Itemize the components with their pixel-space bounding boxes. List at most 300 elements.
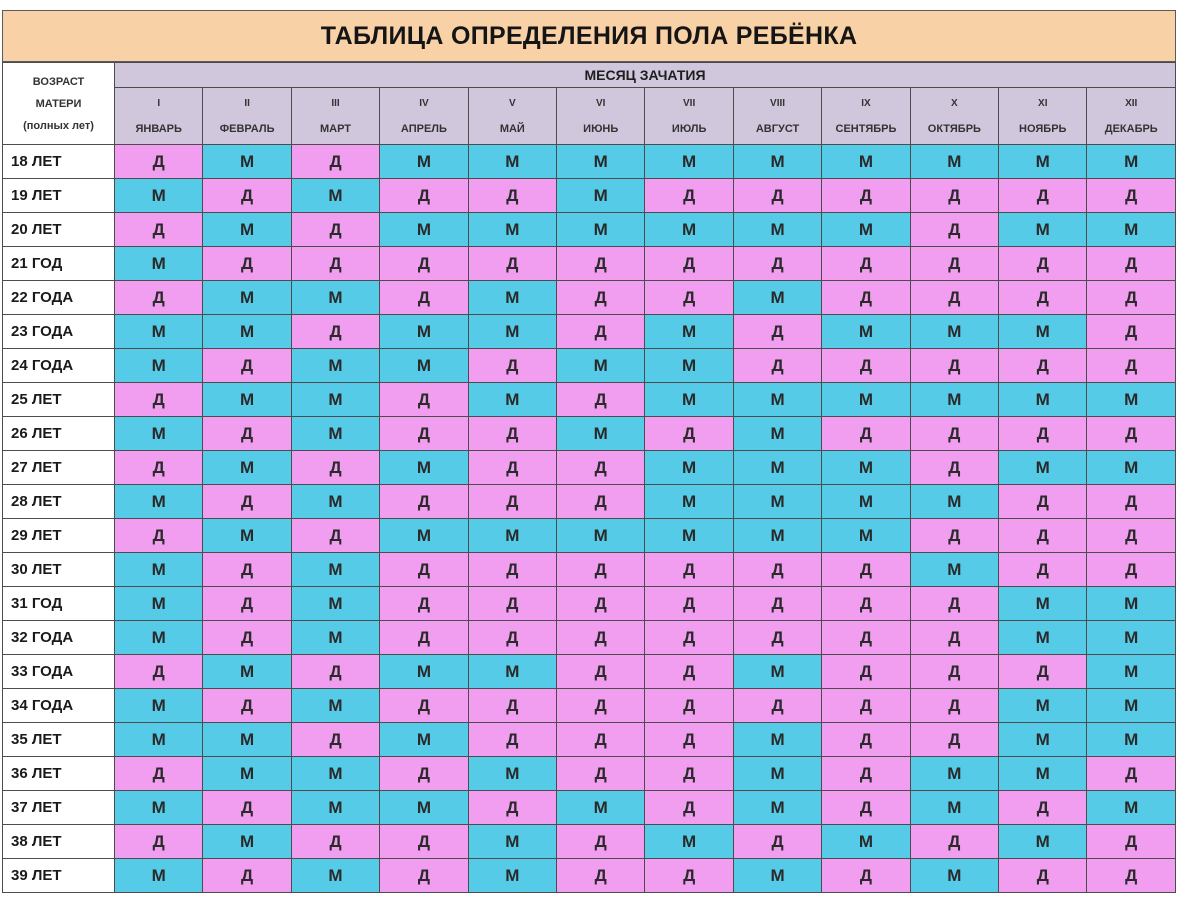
boy-cell: М [115,791,203,825]
girl-cell: Д [380,757,468,791]
table-row [3,417,1176,451]
girl-cell: Д [203,247,291,281]
boy-cell: М [557,349,645,383]
boy-cell: М [468,825,556,859]
girl-cell: Д [822,655,910,689]
girl-cell: Д [822,179,910,213]
gender-table-sheet [2,10,1176,893]
age-cell: 33 ГОДА [3,655,115,689]
girl-cell: Д [999,281,1087,315]
age-cell: 29 ЛЕТ [3,519,115,553]
month-roman: III [331,97,340,109]
girl-cell: Д [822,757,910,791]
boy-cell: М [910,553,998,587]
boy-cell: М [999,315,1087,349]
girl-cell: Д [822,417,910,451]
month-roman: IV [419,97,429,109]
boy-cell: М [1087,791,1176,825]
table-row [3,791,1176,825]
girl-cell: Д [380,621,468,655]
month-name: НОЯБРЬ [1019,122,1067,135]
boy-cell: М [733,451,821,485]
girl-cell: Д [115,281,203,315]
age-column-header [3,63,115,145]
boy-cell: М [999,689,1087,723]
girl-cell: Д [380,859,468,893]
month-roman: I [157,97,161,109]
boy-cell: М [822,451,910,485]
boy-cell: М [380,519,468,553]
boy-cell: М [203,723,291,757]
girl-cell: Д [380,587,468,621]
boy-cell: М [999,383,1087,417]
table-row [3,179,1176,213]
boy-cell: М [115,315,203,349]
girl-cell: Д [733,349,821,383]
girl-cell: Д [203,859,291,893]
boy-cell: М [203,315,291,349]
age-header-line1: ВОЗРАСТ [32,75,85,88]
boy-cell: М [733,213,821,247]
month-header-row [3,88,1176,145]
girl-cell: Д [645,179,733,213]
girl-cell: Д [910,825,998,859]
table-row [3,213,1176,247]
girl-cell: Д [645,859,733,893]
boy-cell: М [822,315,910,349]
boy-cell: М [468,281,556,315]
boy-cell: М [380,349,468,383]
boy-cell: М [910,485,998,519]
table-row [3,757,1176,791]
boy-cell: М [910,145,998,179]
boy-cell: М [203,281,291,315]
boy-cell: М [910,383,998,417]
girl-cell: Д [380,417,468,451]
girl-cell: Д [733,621,821,655]
girl-cell: Д [822,349,910,383]
boy-cell: М [645,519,733,553]
boy-cell: М [468,315,556,349]
age-cell: 34 ГОДА [3,689,115,723]
age-cell: 25 ЛЕТ [3,383,115,417]
boy-cell: М [115,587,203,621]
boy-cell: М [291,281,379,315]
boy-cell: М [645,213,733,247]
month-header [203,88,291,145]
boy-cell: М [468,757,556,791]
girl-cell: Д [380,825,468,859]
boy-cell: М [115,417,203,451]
boy-cell: М [733,655,821,689]
girl-cell: Д [999,519,1087,553]
month-name: ИЮНЬ [583,122,619,135]
girl-cell: Д [1087,825,1176,859]
girl-cell: Д [557,723,645,757]
boy-cell: М [291,689,379,723]
girl-cell: Д [910,349,998,383]
month-header [380,88,468,145]
girl-cell: Д [822,791,910,825]
month-name: МАЙ [499,122,525,135]
boy-cell: М [115,349,203,383]
month-header [733,88,821,145]
girl-cell: Д [645,791,733,825]
girl-cell: Д [910,417,998,451]
table-row [3,315,1176,349]
gender-table [2,62,1176,893]
month-name: МАРТ [320,122,352,135]
boy-cell: М [203,655,291,689]
age-cell: 36 ЛЕТ [3,757,115,791]
age-cell: 18 ЛЕТ [3,145,115,179]
boy-cell: М [203,145,291,179]
boy-cell: М [910,859,998,893]
boy-cell: М [1087,655,1176,689]
boy-cell: М [733,859,821,893]
boy-cell: М [1087,213,1176,247]
boy-cell: М [822,145,910,179]
boy-cell: М [203,383,291,417]
girl-cell: Д [1087,757,1176,791]
girl-cell: Д [557,451,645,485]
boy-cell: М [468,519,556,553]
girl-cell: Д [115,519,203,553]
girl-cell: Д [557,621,645,655]
girl-cell: Д [1087,247,1176,281]
girl-cell: Д [822,689,910,723]
girl-cell: Д [557,383,645,417]
girl-cell: Д [733,825,821,859]
girl-cell: Д [645,689,733,723]
age-cell: 37 ЛЕТ [3,791,115,825]
boy-cell: М [733,791,821,825]
age-cell: 23 ГОДА [3,315,115,349]
girl-cell: Д [999,179,1087,213]
girl-cell: Д [380,485,468,519]
boy-cell: М [380,145,468,179]
boy-cell: М [910,315,998,349]
table-row [3,383,1176,417]
girl-cell: Д [910,451,998,485]
girl-cell: Д [1087,349,1176,383]
girl-cell: Д [468,587,556,621]
age-cell: 24 ГОДА [3,349,115,383]
boy-cell: М [1087,145,1176,179]
girl-cell: Д [557,281,645,315]
boy-cell: М [115,723,203,757]
table-row [3,859,1176,893]
girl-cell: Д [822,621,910,655]
boy-cell: М [999,587,1087,621]
girl-cell: Д [822,859,910,893]
age-cell: 39 ЛЕТ [3,859,115,893]
age-cell: 32 ГОДА [3,621,115,655]
boy-cell: М [380,213,468,247]
girl-cell: Д [999,417,1087,451]
month-roman: V [508,97,516,109]
boy-cell: М [645,315,733,349]
girl-cell: Д [203,349,291,383]
boy-cell: М [999,723,1087,757]
month-caption: МЕСЯЦ ЗАЧАТИЯ [115,63,1176,88]
month-name: АПРЕЛЬ [400,122,447,135]
girl-cell: Д [733,315,821,349]
boy-cell: М [733,757,821,791]
table-row [3,621,1176,655]
table-row [3,145,1176,179]
girl-cell: Д [203,553,291,587]
girl-cell: Д [557,587,645,621]
boy-cell: М [115,859,203,893]
girl-cell: Д [999,349,1087,383]
boy-cell: М [115,485,203,519]
month-name: ДЕКАБРЬ [1104,122,1158,135]
boy-cell: М [557,519,645,553]
girl-cell: Д [645,553,733,587]
boy-cell: М [291,757,379,791]
boy-cell: М [557,145,645,179]
month-roman: VI [596,97,606,109]
girl-cell: Д [910,587,998,621]
boy-cell: М [910,791,998,825]
girl-cell: Д [468,553,556,587]
girl-cell: Д [380,383,468,417]
boy-cell: М [999,621,1087,655]
girl-cell: Д [733,179,821,213]
boy-cell: М [203,757,291,791]
month-name: АВГУСТ [755,122,800,135]
boy-cell: М [1087,689,1176,723]
girl-cell: Д [468,791,556,825]
girl-cell: Д [1087,485,1176,519]
girl-cell: Д [999,553,1087,587]
girl-cell: Д [115,383,203,417]
girl-cell: Д [468,689,556,723]
girl-cell: Д [203,179,291,213]
month-name: ИЮЛЬ [671,122,707,135]
boy-cell: М [291,791,379,825]
girl-cell: Д [291,213,379,247]
boy-cell: М [557,791,645,825]
month-name: ОКТЯБРЬ [927,122,981,135]
girl-cell: Д [203,417,291,451]
girl-cell: Д [380,281,468,315]
girl-cell: Д [645,417,733,451]
boy-cell: М [115,689,203,723]
age-cell: 21 ГОД [3,247,115,281]
boy-cell: М [468,383,556,417]
girl-cell: Д [733,689,821,723]
boy-cell: М [380,315,468,349]
girl-cell: Д [733,587,821,621]
girl-cell: Д [115,757,203,791]
month-header [557,88,645,145]
girl-cell: Д [291,825,379,859]
girl-cell: Д [557,247,645,281]
month-header [1087,88,1176,145]
table-row [3,451,1176,485]
age-cell: 27 ЛЕТ [3,451,115,485]
boy-cell: М [557,179,645,213]
girl-cell: Д [468,179,556,213]
boy-cell: М [1087,383,1176,417]
month-header [115,88,203,145]
girl-cell: Д [645,757,733,791]
girl-cell: Д [645,247,733,281]
month-header [822,88,910,145]
table-row [3,655,1176,689]
boy-cell: М [291,417,379,451]
age-cell: 19 ЛЕТ [3,179,115,213]
month-roman: VIII [770,97,786,109]
girl-cell: Д [468,485,556,519]
boy-cell: М [291,621,379,655]
girl-cell: Д [910,621,998,655]
girl-cell: Д [822,247,910,281]
age-cell: 35 ЛЕТ [3,723,115,757]
month-name: ЯНВАРЬ [135,122,182,135]
boy-cell: М [291,553,379,587]
boy-cell: М [291,859,379,893]
boy-cell: М [999,757,1087,791]
boy-cell: М [822,213,910,247]
table-row [3,247,1176,281]
girl-cell: Д [999,655,1087,689]
girl-cell: Д [822,553,910,587]
boy-cell: М [291,383,379,417]
girl-cell: Д [380,247,468,281]
table-body [3,145,1176,893]
age-cell: 30 ЛЕТ [3,553,115,587]
table-row [3,281,1176,315]
month-header [291,88,379,145]
boy-cell: М [822,825,910,859]
girl-cell: Д [910,281,998,315]
girl-cell: Д [645,281,733,315]
girl-cell: Д [999,791,1087,825]
age-header-line3: (полных лет) [23,119,94,132]
girl-cell: Д [1087,519,1176,553]
boy-cell: М [291,179,379,213]
month-header [468,88,556,145]
girl-cell: Д [1087,281,1176,315]
girl-cell: Д [115,213,203,247]
girl-cell: Д [380,179,468,213]
boy-cell: М [1087,587,1176,621]
girl-cell: Д [557,757,645,791]
age-cell: 28 ЛЕТ [3,485,115,519]
boy-cell: М [999,213,1087,247]
boy-cell: М [291,587,379,621]
girl-cell: Д [203,689,291,723]
girl-cell: Д [557,485,645,519]
table-row [3,723,1176,757]
age-cell: 38 ЛЕТ [3,825,115,859]
boy-cell: М [1087,621,1176,655]
girl-cell: Д [468,723,556,757]
girl-cell: Д [203,485,291,519]
girl-cell: Д [910,723,998,757]
boy-cell: М [1087,723,1176,757]
table-row [3,825,1176,859]
girl-cell: Д [557,859,645,893]
age-cell: 22 ГОДА [3,281,115,315]
boy-cell: М [557,417,645,451]
boy-cell: М [203,213,291,247]
boy-cell: М [910,757,998,791]
boy-cell: М [645,451,733,485]
girl-cell: Д [203,621,291,655]
girl-cell: Д [115,655,203,689]
table-row [3,689,1176,723]
girl-cell: Д [999,485,1087,519]
girl-cell: Д [203,791,291,825]
girl-cell: Д [557,315,645,349]
boy-cell: М [1087,451,1176,485]
girl-cell: Д [910,179,998,213]
girl-cell: Д [910,213,998,247]
boy-cell: М [733,145,821,179]
girl-cell: Д [557,655,645,689]
boy-cell: М [645,485,733,519]
girl-cell: Д [291,519,379,553]
age-cell: 26 ЛЕТ [3,417,115,451]
girl-cell: Д [999,247,1087,281]
table-row [3,349,1176,383]
boy-cell: М [468,655,556,689]
girl-cell: Д [910,655,998,689]
table-title: ТАБЛИЦА ОПРЕДЕЛЕНИЯ ПОЛА РЕБЁНКА [2,10,1176,62]
boy-cell: М [468,145,556,179]
table-row [3,587,1176,621]
boy-cell: М [115,179,203,213]
boy-cell: М [822,519,910,553]
girl-cell: Д [822,281,910,315]
boy-cell: М [645,383,733,417]
month-name: СЕНТЯБРЬ [835,122,897,135]
girl-cell: Д [645,655,733,689]
girl-cell: Д [1087,417,1176,451]
girl-cell: Д [468,451,556,485]
girl-cell: Д [557,825,645,859]
girl-cell: Д [645,723,733,757]
girl-cell: Д [468,621,556,655]
table-row [3,553,1176,587]
month-roman: VII [683,97,696,109]
girl-cell: Д [733,247,821,281]
boy-cell: М [999,451,1087,485]
boy-cell: М [733,281,821,315]
girl-cell: Д [822,723,910,757]
boy-cell: М [645,349,733,383]
month-roman: IX [861,97,871,109]
boy-cell: М [115,553,203,587]
girl-cell: Д [291,145,379,179]
girl-cell: Д [291,723,379,757]
month-roman: XI [1038,97,1048,109]
girl-cell: Д [380,553,468,587]
girl-cell: Д [1087,315,1176,349]
boy-cell: М [115,621,203,655]
boy-cell: М [380,451,468,485]
boy-cell: М [203,519,291,553]
boy-cell: М [645,825,733,859]
boy-cell: М [822,383,910,417]
month-header [910,88,998,145]
girl-cell: Д [468,349,556,383]
girl-cell: Д [203,587,291,621]
